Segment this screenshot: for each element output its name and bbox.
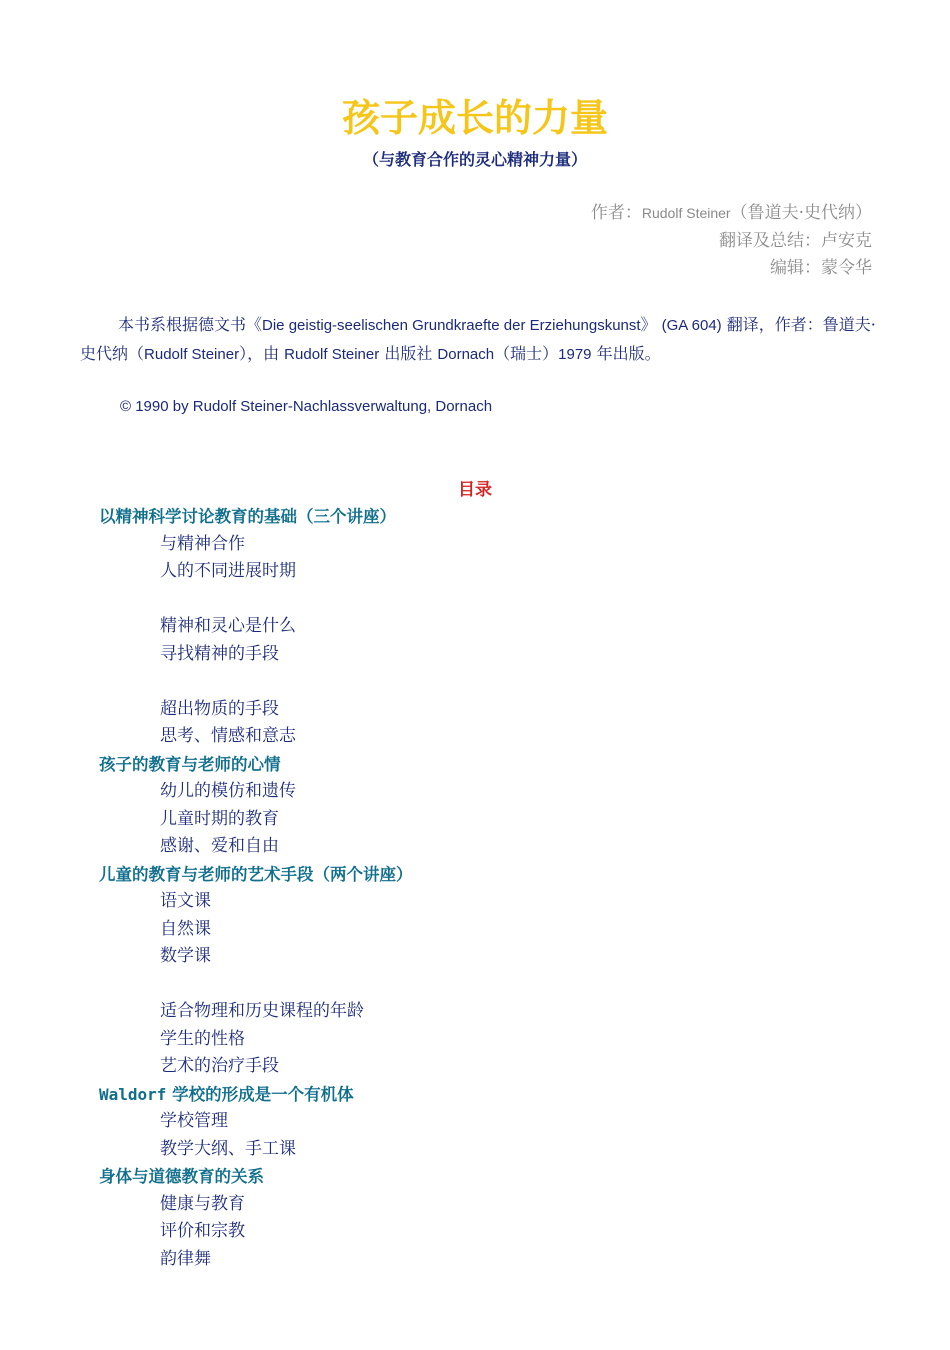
- toc-item[interactable]: 幼儿的模仿和遗传: [160, 781, 296, 801]
- toc-item[interactable]: 人的不同进展时期: [160, 561, 296, 581]
- credits-block: [591, 200, 872, 283]
- author-prefix: 作者：: [590, 203, 642, 223]
- intro-ga: (GA 604): [661, 317, 722, 334]
- toc-section-heading[interactable]: [0, 503, 950, 531]
- intro-text-1: 本书系根据德文书《: [118, 315, 263, 334]
- toc-section-label: 学校的形成是一个有机体: [166, 1084, 354, 1104]
- table-of-contents: [0, 503, 950, 1273]
- toc-item[interactable]: 语文课: [160, 891, 211, 911]
- intro-text-5: 出版社: [379, 344, 438, 363]
- toc-item[interactable]: 精神和灵心是什么: [160, 616, 296, 636]
- toc-item[interactable]: 思考、情感和意志: [160, 726, 296, 746]
- copyright-notice: © 1990 by Rudolf Steiner-Nachlassverwaltung, Dornach: [120, 398, 493, 415]
- toc-item[interactable]: 健康与教育: [160, 1193, 245, 1214]
- intro-text-3: 翻译，作者：鲁道夫·史代纳（: [80, 315, 876, 363]
- intro-place: Dornach: [437, 346, 495, 363]
- toc-section-label: 身体与道德教育的关系: [99, 1167, 264, 1186]
- intro-author-2: Rudolf Steiner: [284, 346, 380, 363]
- toc-spacer: [0, 971, 950, 999]
- toc-item[interactable]: 儿童时期的教育: [160, 808, 279, 829]
- toc-section-heading[interactable]: [0, 861, 950, 889]
- toc-spacer: [0, 586, 950, 614]
- translator-line: 翻译及总结：卢安克: [719, 230, 872, 251]
- toc-section-latin: Waldorf: [99, 1084, 167, 1104]
- toc-item[interactable]: 学校管理: [160, 1111, 228, 1131]
- intro-author-1: Rudolf Steiner: [144, 346, 240, 363]
- toc-item[interactable]: 艺术的治疗手段: [160, 1056, 279, 1076]
- intro-text-6: （瑞士）: [494, 344, 559, 363]
- toc-section-heading[interactable]: [0, 751, 950, 779]
- toc-item[interactable]: 寻找精神的手段: [160, 643, 279, 664]
- intro-paragraph: [80, 311, 880, 369]
- toc-item[interactable]: 适合物理和历史课程的年龄: [160, 1001, 364, 1021]
- toc-section-label: 儿童的教育与老师的艺术手段（两个讲座）: [99, 864, 413, 884]
- intro-year: 1979: [558, 346, 592, 363]
- toc-section-label: 以精神科学讨论教育的基础（三个讲座）: [99, 507, 396, 526]
- author-suffix: （鲁道夫·史代纳）: [730, 203, 872, 223]
- book-title: 孩子成长的力量: [341, 96, 608, 140]
- toc-section-heading[interactable]: [0, 1081, 950, 1109]
- book-subtitle: （与教育合作的灵心精神力量）: [362, 150, 587, 169]
- author-latin: Rudolf Steiner: [641, 205, 731, 221]
- intro-text-4: ），由: [239, 344, 285, 363]
- toc-item[interactable]: 与精神合作: [160, 533, 245, 554]
- toc-item[interactable]: 感谢、爱和自由: [160, 836, 279, 856]
- toc-item[interactable]: 教学大纲、手工课: [160, 1138, 296, 1159]
- toc-item[interactable]: 超出物质的手段: [160, 698, 279, 719]
- toc-section-heading[interactable]: [0, 1163, 950, 1191]
- author-line: [591, 200, 872, 228]
- toc-item[interactable]: 数学课: [160, 946, 211, 966]
- intro-text-2: 》: [640, 315, 662, 334]
- toc-item[interactable]: 评价和宗教: [160, 1221, 245, 1241]
- intro-text-7: 年出版。: [591, 344, 661, 363]
- toc-item[interactable]: 韵律舞: [160, 1248, 211, 1269]
- editor-line: 编辑：蒙令华: [770, 258, 872, 278]
- intro-book-title: Die geistig-seelischen Grundkraefte der Erziehungskunst: [262, 317, 641, 334]
- toc-spacer: [0, 668, 950, 696]
- toc-item[interactable]: 自然课: [160, 918, 211, 939]
- toc-heading: 目录: [458, 480, 492, 500]
- toc-item[interactable]: 学生的性格: [160, 1028, 245, 1049]
- toc-section-label: 孩子的教育与老师的心情: [99, 754, 281, 774]
